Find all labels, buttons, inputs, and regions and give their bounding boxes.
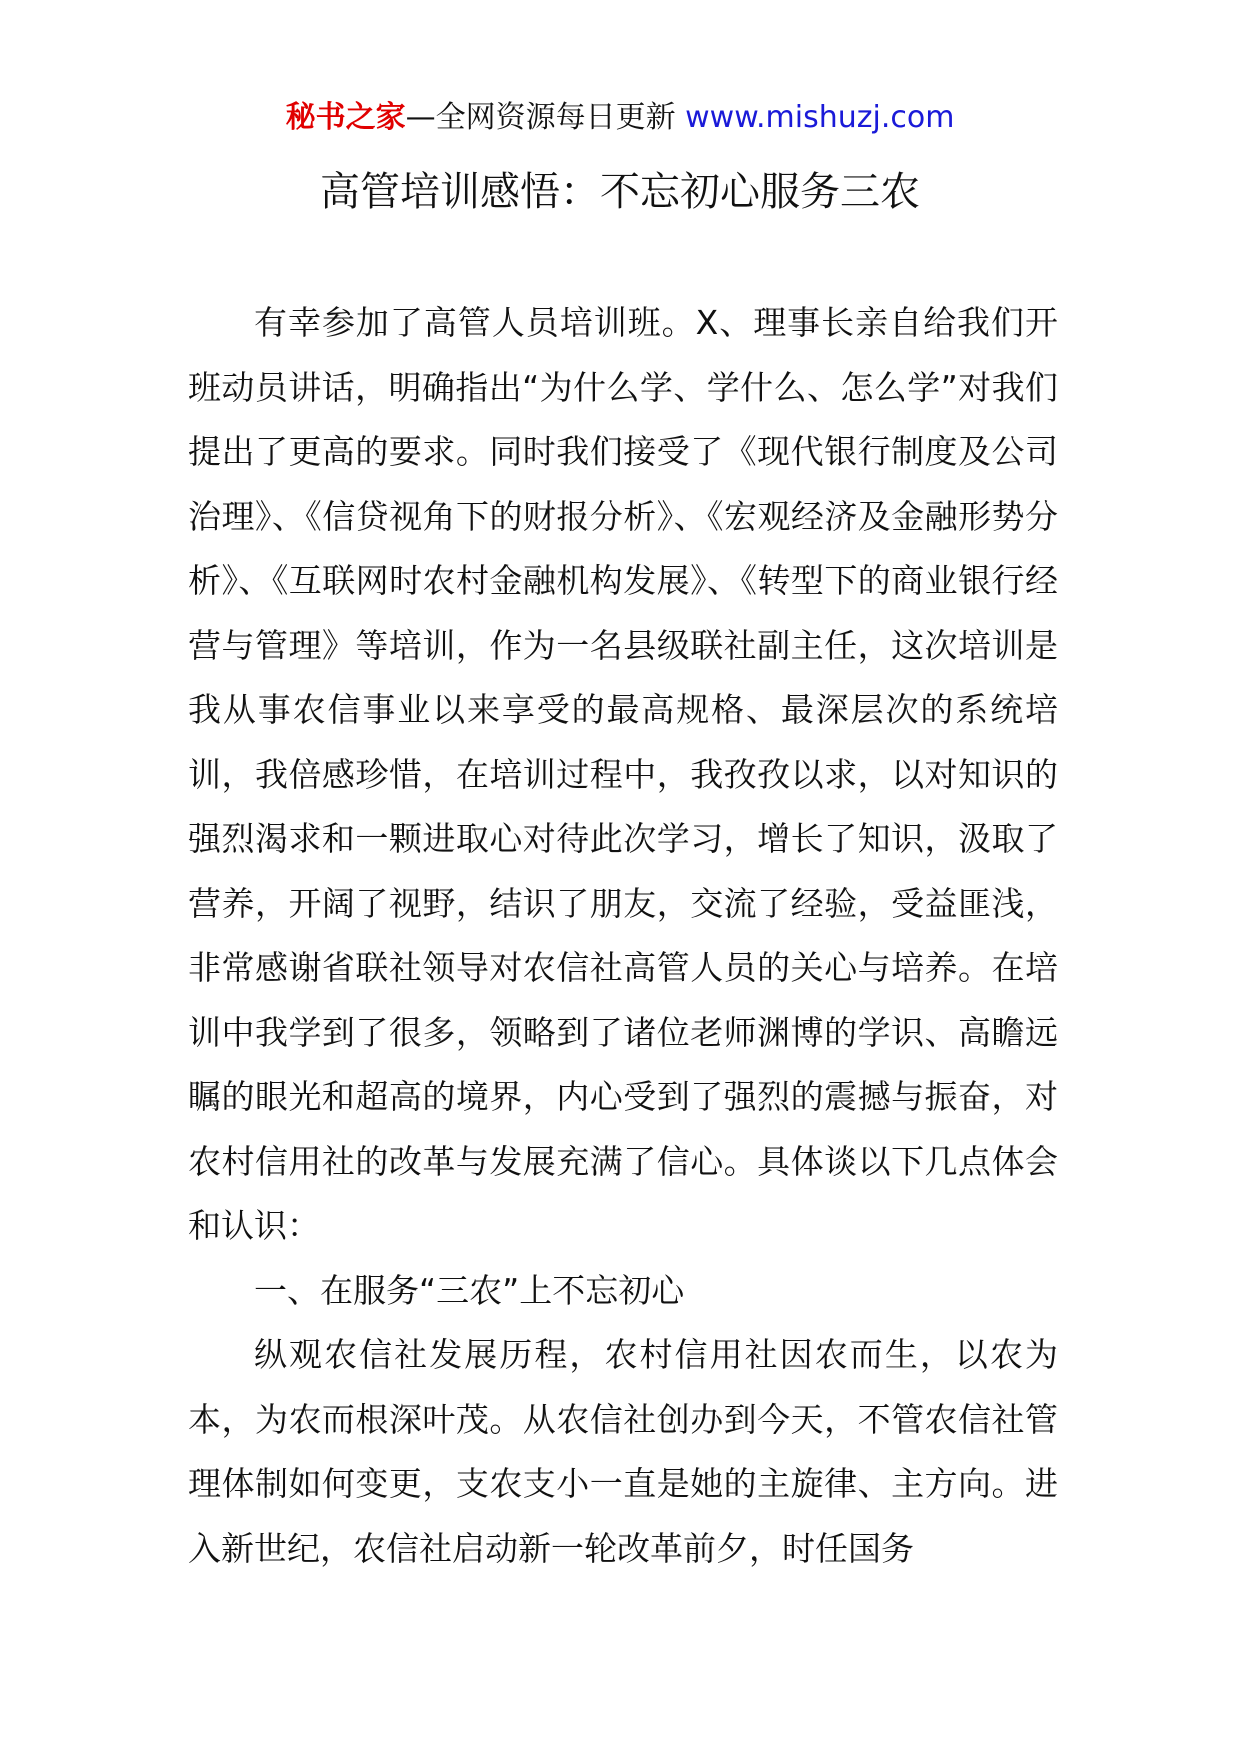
brand-name: 秘书之家 [285, 100, 406, 135]
document-title: 高管培训感悟：不忘初心服务三农 [320, 169, 920, 215]
site-url-link[interactable]: www.mishuzj.com [685, 100, 955, 135]
paragraph-intro: 有幸参加了高管人员培训班。X、理事长亲自给我们开班动员讲话，明确指出“为什么学、学什么、怎么学”对我们提出了更高的要求。同时我们接受了《现代银行制度及公司治理》、《信贷视角下的财报分析》、《宏观经济及金融形势分析》、《互联网时农村金融机构发展》、《转型下的商业银行经营与管理》等培训，作为一名县级联社副主任，这次培训是我从事农信事业以来享受的最高规格、最深层次的系统培训，我倍感珍惜，在培训过程中，我孜孜以求，以对知识的强烈渴求和一颗进取心对待此次学习，增长了知识，汲取了营养，开阔了视野，结识了朋友，交流了经验，受益匪浅，非常感谢省联社领导对农信社高管人员的关心与培养。在培训中我学到了很多，领略到了诸位老师渊博的学识、高瞻远瞩的眼光和超高的境界，内心受到了强烈的震撼与振奋，对农村信用社的改革与发展充满了信心。具体谈以下几点体会和认识： [188, 303, 1058, 1245]
section-heading-1: 一、在服务“三农”上不忘初心 [254, 1270, 685, 1310]
site-tagline: —全网资源每日更新 [405, 100, 676, 135]
document-body [188, 291, 1058, 1581]
paragraph-section-1: 纵观农信社发展历程，农村信用社因农而生，以农为本，为农而根深叶茂。从农信社创办到今天，不管农信社管理体制如何变更，支农支小一直是她的主旋律、主方向。进入新世纪，农信社启动新一轮改革前夕，时任国务 [188, 1335, 1058, 1568]
site-header [0, 98, 1240, 138]
